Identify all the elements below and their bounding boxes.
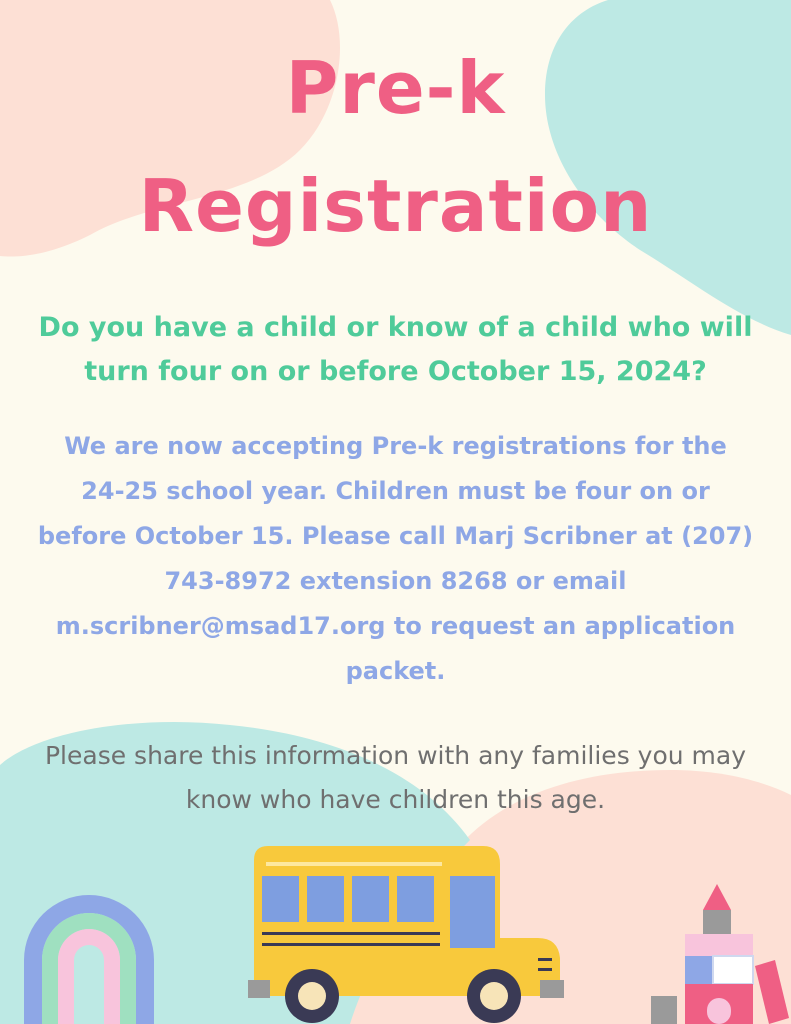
title-line-2: Registration [138, 164, 653, 248]
details-line: 24-25 school year. Children must be four on or [81, 477, 710, 505]
share-line: know who have children this age. [185, 785, 606, 814]
toy-blocks-icon [645, 880, 791, 1024]
details-line: We are now accepting Pre-k registrations for the [64, 432, 727, 460]
details-line: before October 15. Please call Marj Scribner at (207) [37, 522, 754, 550]
registration-details [24, 424, 767, 694]
details-line: packet. [345, 657, 446, 685]
share-message [30, 734, 761, 822]
school-bus-icon [248, 846, 568, 1024]
share-line: Please share this information with any families you may [44, 741, 747, 770]
details-line: m.scribner@msad17.org to request an application [55, 612, 736, 640]
eligibility-question: Do you have a child or know of a child who will turn four on or before October 15, 2024? [38, 312, 753, 387]
rainbow-icon [14, 884, 164, 1024]
details-line: 743-8972 extension 8268 or email [164, 567, 627, 595]
title-line-1: Pre-k [285, 46, 506, 130]
